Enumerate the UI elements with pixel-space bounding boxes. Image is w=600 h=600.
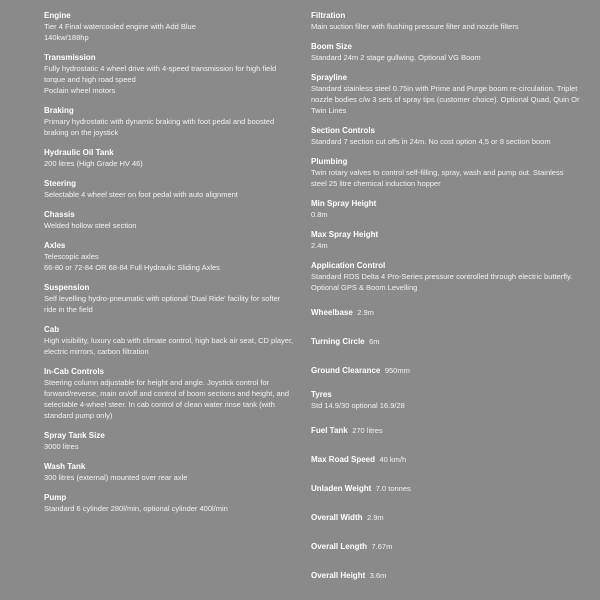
spec-value: Selectable 4 wheel steer on foot pedal with auto alignment xyxy=(44,190,238,199)
spec-value: Steering column adjustable for height and angle. Joystick control for forward/reverse, main on/off and control of boom sections and height, and selectable 4-wheel steer. In cab control of clean water rinse tank (with standard pump only) xyxy=(44,378,290,420)
spec-label: Ground Clearance xyxy=(311,366,381,375)
spec-label: Overall Width xyxy=(311,513,363,522)
spec-value: Primary hydrostatic with dynamic braking with foot pedal and boosted braking on the joystick xyxy=(44,117,275,137)
spec-value: 2.9m xyxy=(357,308,374,317)
spec-column-left xyxy=(44,10,294,523)
spec-max-spray-height xyxy=(311,229,581,251)
spec-label: Application Control xyxy=(311,261,386,270)
spec-value: Welded hollow steel section xyxy=(44,221,137,230)
spec-label: In-Cab Controls xyxy=(44,367,104,376)
spec-engine xyxy=(44,10,294,43)
spec-value: Standard 24m 2 stage gullwing. Optional VG Boom xyxy=(311,53,481,62)
spec-braking xyxy=(44,105,294,138)
spec-label: Section Controls xyxy=(311,126,376,135)
spec-value: 0.8m xyxy=(311,210,328,219)
spec-value: Self levelling hydro-pneumatic with optional 'Dual Ride' facility for softer ride in the field xyxy=(44,294,281,314)
spec-label: Max Road Speed xyxy=(311,455,376,464)
spec-value: 6m xyxy=(369,337,380,346)
spec-label: Turning Circle xyxy=(311,337,365,346)
spec-value: Main suction filter with flushing pressure filter and nozzle filters xyxy=(311,22,519,31)
spec-label: Braking xyxy=(44,106,74,115)
spec-label: Max Spray Height xyxy=(311,230,379,239)
spec-wash-tank xyxy=(44,461,294,483)
spec-label: Transmission xyxy=(44,53,96,62)
spec-label: Unladen Weight xyxy=(311,484,372,493)
spec-value: 7.0 tonnes xyxy=(375,484,411,493)
spec-label: Wheelbase xyxy=(311,308,353,317)
spec-value: Tier 4 Final watercooled engine with Add Blue 140kw/188hp xyxy=(44,22,196,42)
spec-value: 7.67m xyxy=(371,542,393,551)
spec-label: Hydraulic Oil Tank xyxy=(44,148,114,157)
spec-label: Axles xyxy=(44,241,66,250)
spec-label: Plumbing xyxy=(311,157,348,166)
spec-pump xyxy=(44,492,294,514)
spec-value: 2.4m xyxy=(311,241,328,250)
spec-overall-length xyxy=(311,536,581,554)
spec-value: 3000 litres xyxy=(44,442,79,451)
spec-axles xyxy=(44,240,294,273)
spec-column-right xyxy=(311,10,581,594)
spec-value: Std 14.9/30 optional 16.9/28 xyxy=(311,401,405,410)
spec-label: Steering xyxy=(44,179,77,188)
spec-tyres xyxy=(311,389,581,411)
spec-unladen-weight xyxy=(311,478,581,496)
spec-label: Overall Length xyxy=(311,542,368,551)
spec-in-cab-controls xyxy=(44,366,294,421)
spec-label: Spray Tank Size xyxy=(44,431,105,440)
spec-boom-size xyxy=(311,41,581,63)
spec-label: Cab xyxy=(44,325,60,334)
spec-label: Boom Size xyxy=(311,42,352,51)
spec-label: Suspension xyxy=(44,283,90,292)
spec-ground-clearance xyxy=(311,360,581,378)
spec-value: 950mm xyxy=(384,366,410,375)
spec-turning-circle xyxy=(311,331,581,349)
spec-suspension xyxy=(44,282,294,315)
spec-label: Sprayline xyxy=(311,73,348,82)
spec-label: Pump xyxy=(44,493,67,502)
spec-chassis xyxy=(44,209,294,231)
spec-section-controls xyxy=(311,125,581,147)
spec-overall-height xyxy=(311,565,581,583)
spec-value: High visibility, luxury cab with climate control, high back air seat, CD player, electric mirrors, carbon filtration xyxy=(44,336,294,356)
spec-max-road-speed xyxy=(311,449,581,467)
spec-label: Filtration xyxy=(311,11,346,20)
spec-label: Engine xyxy=(44,11,71,20)
spec-value: Standard RDS Delta 4 Pro-Series pressure controlled through electric butterfly. Optional GPS & Boom Levelling xyxy=(311,272,573,292)
spec-fuel-tank xyxy=(311,420,581,438)
spec-value: Standard 7 section cut offs in 24m. No cost option 4,5 or 8 section boom xyxy=(311,137,551,146)
spec-transmission xyxy=(44,52,294,96)
spec-spray-tank-size xyxy=(44,430,294,452)
spec-label: Min Spray Height xyxy=(311,199,377,208)
spec-value: 270 litres xyxy=(352,426,383,435)
spec-steering xyxy=(44,178,294,200)
spec-value: Fully hydrostatic 4 wheel drive with 4-speed transmission for high field torque and high road speed Poclain wheel motors xyxy=(44,64,277,95)
spec-label: Chassis xyxy=(44,210,75,219)
spec-wheelbase xyxy=(311,302,581,320)
spec-value: Twin rotary valves to control self-filling, spray, wash and pump out. Stainless steel 25 litre chemical induction hopper xyxy=(311,168,564,188)
spec-value: 300 litres (external) mounted over rear axle xyxy=(44,473,188,482)
spec-min-spray-height xyxy=(311,198,581,220)
spec-value: Standard 6 cylinder 280l/min, optional cylinder 400l/min xyxy=(44,504,228,513)
spec-label: Wash Tank xyxy=(44,462,86,471)
spec-plumbing xyxy=(311,156,581,189)
spec-sprayline xyxy=(311,72,581,116)
spec-application-control xyxy=(311,260,581,293)
spec-filtration xyxy=(311,10,581,32)
spec-label: Tyres xyxy=(311,390,332,399)
spec-label: Overall Height xyxy=(311,571,366,580)
spec-label: Fuel Tank xyxy=(311,426,348,435)
spec-value: 3.6m xyxy=(369,571,387,580)
spec-value: 200 litres (High Grade HV 46) xyxy=(44,159,143,168)
spec-value: Standard stainless steel 0.75in with Prime and Purge boom re-circulation. Triplet nozzle bodies c/w 3 sets of spray tips (customer choice). Optional Quad, Quin Or Twin Lines xyxy=(311,84,580,115)
spec-cab xyxy=(44,324,294,357)
spec-value: 40 km/h xyxy=(379,455,407,464)
spec-hydraulic-oil-tank xyxy=(44,147,294,169)
spec-value: Telescopic axles 66-80 or 72-84 OR 68-84 Full Hydraulic Sliding Axles xyxy=(44,252,220,272)
spec-value: 2.9m xyxy=(366,513,384,522)
spec-overall-width xyxy=(311,507,581,525)
